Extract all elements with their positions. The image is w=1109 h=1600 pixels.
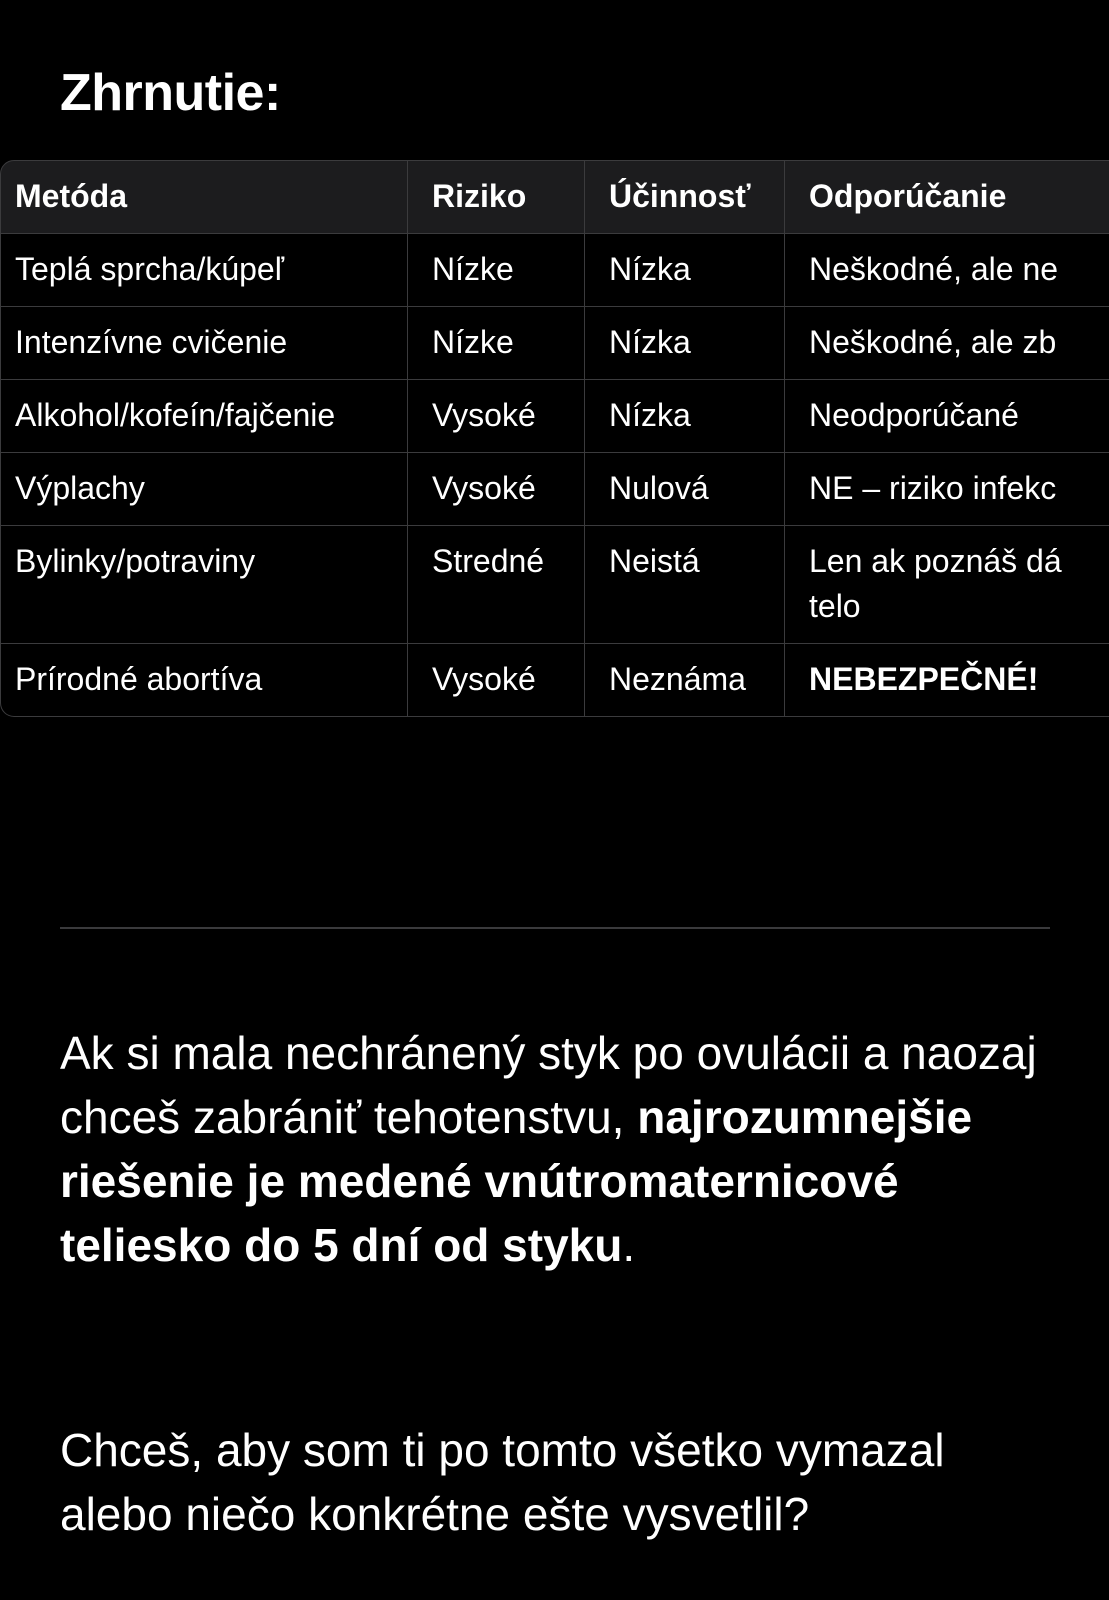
table-header-row — [0, 160, 1109, 234]
cell-risk: Nízke — [408, 307, 585, 380]
summary-table-container[interactable] — [0, 160, 1109, 717]
cell-method: Teplá sprcha/kúpeľ — [0, 234, 408, 307]
column-header-effectiveness: Účinnosť — [585, 160, 785, 234]
table-row — [0, 234, 1109, 307]
table-row — [0, 526, 1109, 644]
cell-effectiveness: Nízka — [585, 307, 785, 380]
column-header-recommendation: Odporúčanie — [785, 160, 1109, 234]
cell-risk: Stredné — [408, 526, 585, 644]
horizontal-divider — [60, 927, 1050, 929]
table-row — [0, 307, 1109, 380]
follow-up-question: Chceš, aby som ti po tomto všetko vymazal alebo niečo konkrétne ešte vysvetlil? — [60, 1424, 945, 1540]
cell-recommendation: Neškodné, ale zb — [785, 307, 1109, 380]
paragraph-text: Ak si mala nechránený styk po ovulácii a naozaj chceš zabrániť tehotenstvu, — [60, 1027, 1037, 1143]
cell-method: Prírodné abortíva — [0, 644, 408, 717]
cell-risk: Vysoké — [408, 453, 585, 526]
cell-effectiveness: Nulová — [585, 453, 785, 526]
cell-recommendation: NE – riziko infekc — [785, 453, 1109, 526]
table-row — [0, 380, 1109, 453]
recommendation-paragraph — [60, 1021, 1060, 1277]
paragraph-emphasis: najrozumnejšie riešenie je medené vnútromaternicové teliesko do 5 dní od styku — [60, 1091, 973, 1271]
cell-method: Alkohol/kofeín/fajčenie — [0, 380, 408, 453]
cell-effectiveness: Neznáma — [585, 644, 785, 717]
cell-effectiveness: Neistá — [585, 526, 785, 644]
cell-risk: Nízke — [408, 234, 585, 307]
column-header-method: Metóda — [0, 160, 408, 234]
table-row — [0, 644, 1109, 717]
cell-risk: Vysoké — [408, 380, 585, 453]
cell-method: Bylinky/potraviny — [0, 526, 408, 644]
cell-recommendation: NEBEZPEČNÉ! — [785, 644, 1109, 717]
cell-method: Výplachy — [0, 453, 408, 526]
cell-effectiveness: Nízka — [585, 380, 785, 453]
cell-effectiveness: Nízka — [585, 234, 785, 307]
cell-method: Intenzívne cvičenie — [0, 307, 408, 380]
column-header-risk: Riziko — [408, 160, 585, 234]
cell-recommendation: Neodporúčané — [785, 380, 1109, 453]
paragraph-period: . — [622, 1219, 636, 1271]
cell-recommendation: Neškodné, ale ne — [785, 234, 1109, 307]
cell-recommendation: Len ak poznáš dá telo — [785, 526, 1109, 644]
table-row — [0, 453, 1109, 526]
cell-risk: Vysoké — [408, 644, 585, 717]
section-heading: Zhrnutie: — [60, 64, 281, 122]
summary-table — [0, 160, 1109, 717]
